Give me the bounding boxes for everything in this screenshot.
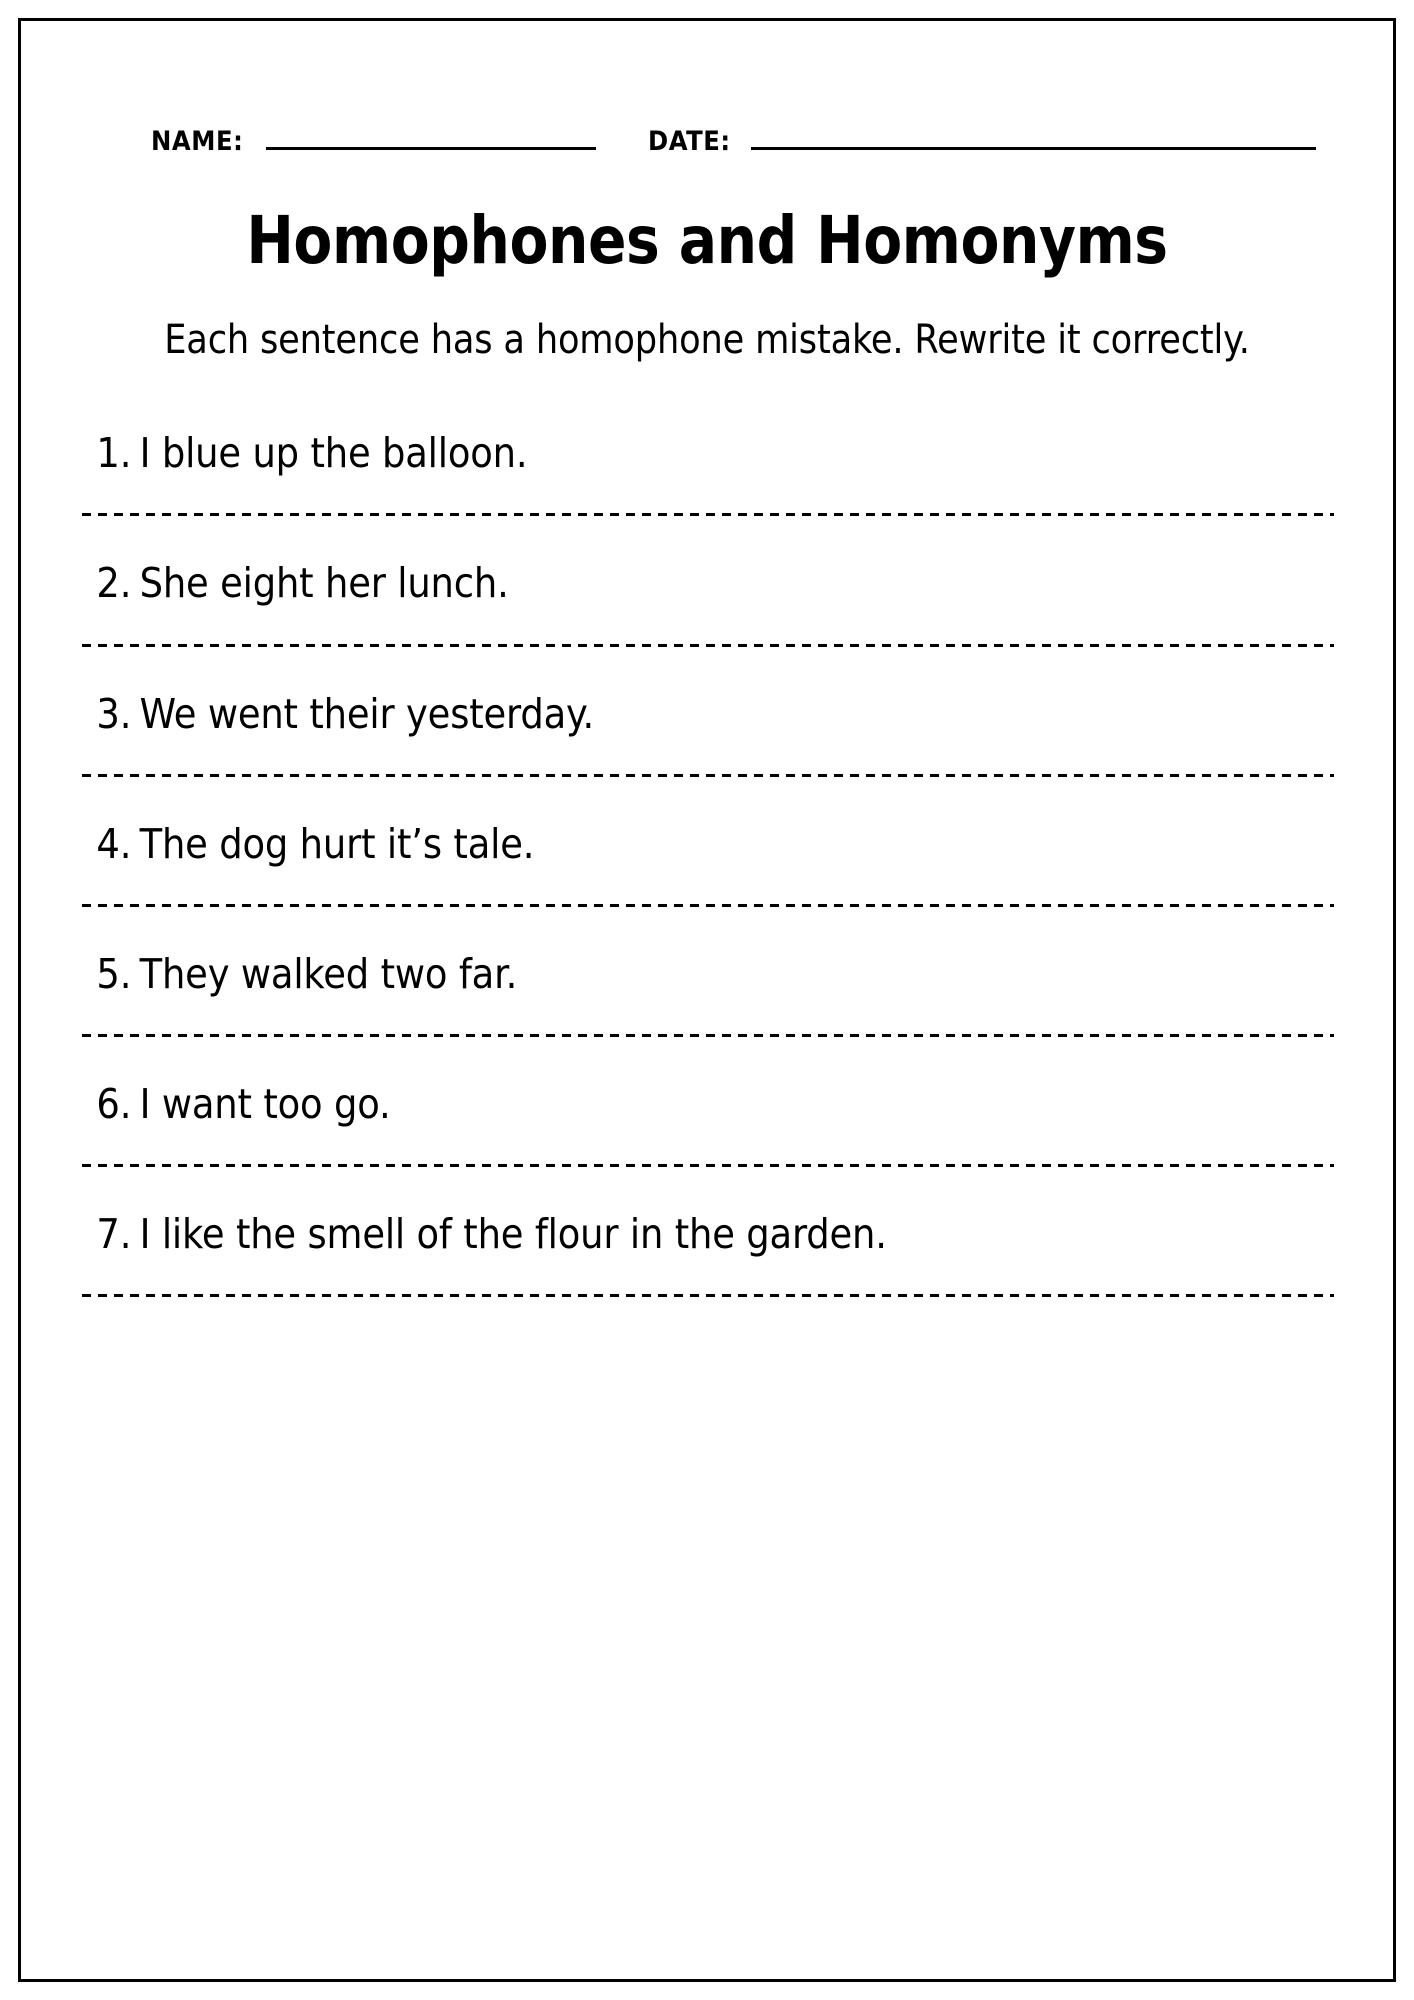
answer-line[interactable] [82,513,1334,516]
question-number: 2. [96,559,132,608]
answer-line[interactable] [82,1034,1334,1037]
question-text [82,560,1209,607]
question-number: 1. [96,429,132,478]
question-item [82,691,1334,777]
question-text [82,1211,1209,1258]
date-write-in-line[interactable] [751,147,1316,150]
date-label: DATE: [647,126,731,157]
question-number: 6. [96,1080,132,1129]
question-text [82,691,1209,738]
question-number: 7. [96,1210,132,1259]
question-item [82,1211,1334,1297]
answer-line[interactable] [82,644,1334,647]
student-info-row [76,18,1338,155]
name-write-in-line[interactable] [266,147,596,150]
question-sentence: I blue up the balloon. [139,429,528,478]
question-sentence: We went their yesterday. [139,689,595,738]
question-item [82,821,1334,907]
question-number: 3. [96,689,132,738]
answer-line[interactable] [82,904,1334,907]
question-item [82,1081,1334,1167]
question-text [82,951,1209,998]
question-sentence: The dog hurt it’s tale. [139,819,535,868]
answer-line[interactable] [82,1164,1334,1167]
question-number: 4. [96,819,132,868]
page-title: Homophones and Homonyms [246,202,1168,279]
question-item [82,951,1334,1037]
question-item [82,560,1334,646]
question-item [82,430,1334,516]
date-field[interactable] [648,128,1316,155]
question-sentence: She eight her lunch. [139,559,509,608]
question-list [76,430,1338,1297]
question-text [82,821,1209,868]
question-number: 5. [96,949,132,998]
question-sentence: I want too go. [139,1080,391,1129]
question-text [82,1081,1209,1128]
question-sentence: I like the smell of the flour in the garden. [139,1210,887,1259]
answer-line[interactable] [82,1294,1334,1297]
question-text [82,430,1209,477]
instruction-text: Each sentence has a homophone mistake. Rewrite it correctly. [164,317,1250,364]
name-field[interactable] [151,128,596,155]
answer-line[interactable] [82,774,1334,777]
worksheet-content [18,18,1396,1982]
name-label: NAME: [151,126,244,157]
question-sentence: They walked two far. [139,949,518,998]
